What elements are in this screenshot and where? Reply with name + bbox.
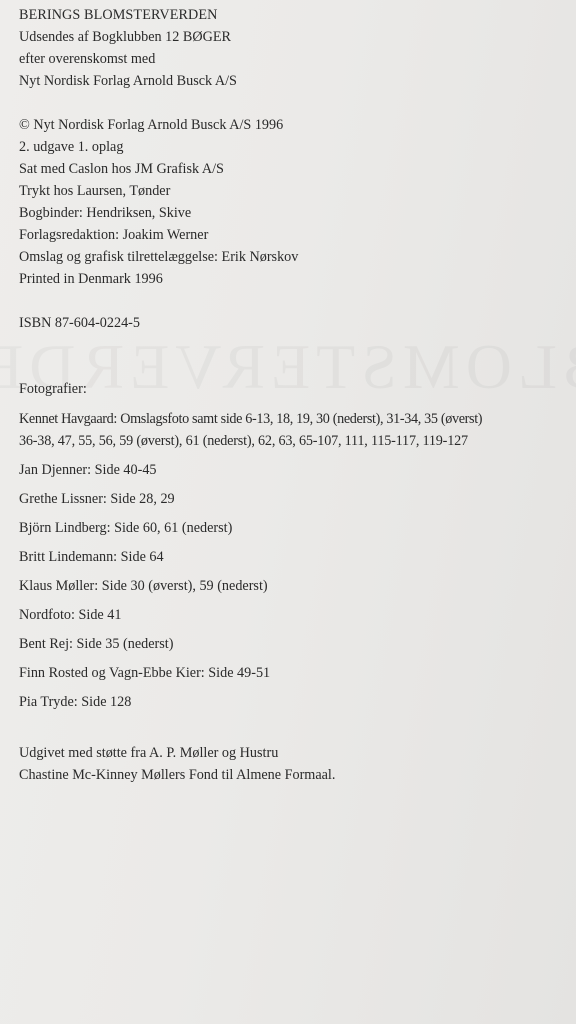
typesetting-line: Sat med Caslon hos JM Grafisk A/S xyxy=(19,161,224,177)
support-section xyxy=(19,742,575,786)
photo-credit-item: Britt Lindemann: Side 64 xyxy=(19,549,164,565)
support-line: Chastine Mc-Kinney Møllers Fond til Almene Formaal. xyxy=(19,767,336,783)
design-line: Omslag og grafisk tilrettelæggelse: Erik Nørskov xyxy=(19,249,299,265)
header-line: Udsendes af Bogklubben 12 BØGER xyxy=(19,29,232,45)
photo-credit-item: Grethe Lissner: Side 28, 29 xyxy=(19,491,175,507)
header-section xyxy=(19,4,575,92)
photo-credit-line: Kennet Havgaard: Omslagsfoto samt side 6-13, 18, 19, 30 (nederst), 31-34, 35 (øverst) xyxy=(19,411,483,427)
photo-credit-line: 36-38, 47, 55, 56, 59 (øverst), 61 (nederst), 62, 63, 65-107, 111, 115-117, 119-127 xyxy=(19,433,468,449)
photo-credit-item: Finn Rosted og Vagn-Ebbe Kier: Side 49-51 xyxy=(19,665,271,681)
photo-credit-item: Björn Lindberg: Side 60, 61 (nederst) xyxy=(19,520,233,536)
book-title: BERINGS BLOMSTERVERDEN xyxy=(19,7,218,23)
photo-credit-item: Jan Djenner: Side 40-45 xyxy=(19,462,157,478)
photo-credit-item: Nordfoto: Side 41 xyxy=(19,607,122,623)
photo-credit-item: Pia Tryde: Side 128 xyxy=(19,694,132,710)
photo-credit-item xyxy=(19,408,575,452)
photo-credit-item: Bent Rej: Side 35 (nederst) xyxy=(19,636,174,652)
binder-line: Bogbinder: Hendriksen, Skive xyxy=(19,205,192,221)
header-line: Nyt Nordisk Forlag Arnold Busck A/S xyxy=(19,73,237,89)
photo-credits-section xyxy=(19,378,575,713)
edition-line: 2. udgave 1. oplag xyxy=(19,139,124,155)
photo-credits-heading: Fotografier: xyxy=(19,381,87,397)
header-line: efter overenskomst med xyxy=(19,51,156,67)
photo-credit-item: Klaus Møller: Side 30 (øverst), 59 (nederst) xyxy=(19,578,268,594)
support-line: Udgivet med støtte fra A. P. Møller og Hustru xyxy=(19,745,279,761)
colophon-text-block xyxy=(19,4,575,786)
editor-line: Forlagsredaktion: Joakim Werner xyxy=(19,227,209,243)
colophon-section xyxy=(19,114,575,334)
isbn-line: ISBN 87-604-0224-5 xyxy=(19,315,140,331)
printed-in-line: Printed in Denmark 1996 xyxy=(19,271,163,287)
printer-line: Trykt hos Laursen, Tønder xyxy=(19,183,171,199)
copyright-line: © Nyt Nordisk Forlag Arnold Busck A/S 1996 xyxy=(19,117,284,133)
